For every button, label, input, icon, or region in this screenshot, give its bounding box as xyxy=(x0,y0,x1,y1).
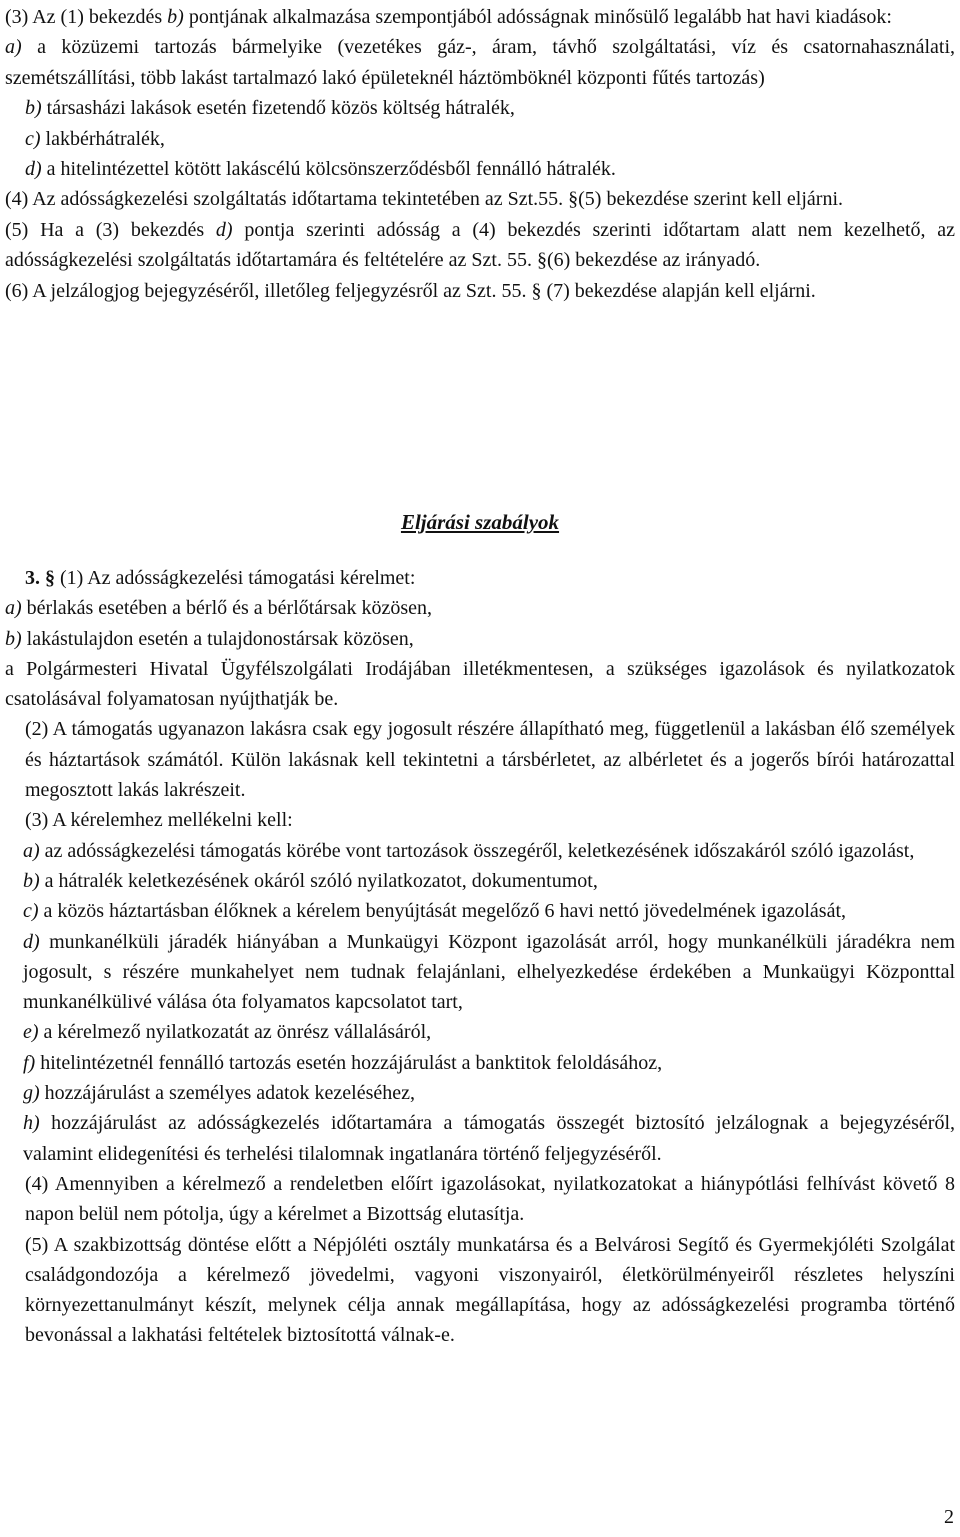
paragraph-3-text-cont: pontjának alkalmazása szempontjából adósságnak minősülő legalább hat havi kiadások: xyxy=(183,6,892,28)
paragraph-5-text-cont: pontja szerinti adósság a (4) bekezdés szerinti időtartam alatt nem kezelhető, az adósságkezelési szolgáltatás időtartamára és feltételére az Szt. 55. §(6) bekezdése az irányadó. xyxy=(5,218,956,272)
point-c-text: lakbérhátralék, xyxy=(40,127,165,150)
paragraph-3-3: (3) A kérelemhez mellékelni kell: xyxy=(25,809,293,832)
point-letter: b) xyxy=(25,97,42,120)
paragraph-5 xyxy=(5,215,955,276)
paragraph-3-1-text: (1) Az adósságkezelési támogatási kérelmet: xyxy=(55,567,416,589)
section-heading: Eljárási szabályok xyxy=(400,510,560,534)
point-letter: a) xyxy=(23,839,40,862)
point-b-text: lakástulajdon esetén a tulajdonostársak közösen, xyxy=(21,627,414,650)
point-a xyxy=(5,593,955,623)
paragraph-6: (6) A jelzálogjog bejegyzéséről, illetőleg feljegyzésről az Szt. 55. § (7) bekezdése alapján kell eljárni. xyxy=(5,279,816,302)
attachment-f-text: hitelintézetnél fennálló tartozás esetén hozzájárulást a banktitok feloldásához, xyxy=(35,1051,663,1074)
section-procedural-rules xyxy=(5,563,955,1351)
paragraph-3-4: (4) Amennyiben a kérelmező a rendeletben előírt igazolásokat, nyilatkozatokat a hiánypótlási felhívást követő 8 napon belül nem pótolja, úgy a kérelmet a Bizottság elutasítja. xyxy=(25,1172,955,1226)
attachment-e xyxy=(5,1017,955,1047)
point-letter: d) xyxy=(25,158,42,181)
attachment-h xyxy=(5,1108,955,1169)
point-b xyxy=(5,93,955,123)
attachment-g-text: hozzájárulást a személyes adatok kezeléséhez, xyxy=(39,1082,416,1105)
point-d-text: a hitelintézettel kötött lakáscélú kölcsönszerződésből fennálló hátralék. xyxy=(41,158,616,181)
attachment-c-text: a közös háztartásban élőknek a kérelem benyújtását megelőző 6 havi nettó jövedelmének igazolását, xyxy=(38,900,847,923)
point-letter: b) xyxy=(5,627,22,650)
attachment-d xyxy=(5,927,955,1018)
attachment-g xyxy=(5,1078,955,1108)
paragraph-3-5: (5) A szakbizottság döntése előtt a Népjóléti osztály munkatársa és a Belvárosi Segítő és Gyermekjóléti Szolgálat családgondozója a kérelmező jövedelmi, vagyoni viszonyairól, életkörülményeiről részletes helyszíni környezettanulmányt készít, melynek célja annak megállapítása, hogy az adósságkezelési programba történő bevonással a lakhatási feltételek biztosítottá válnak-e. xyxy=(25,1233,955,1347)
paragraph-3-1 xyxy=(5,563,955,593)
point-letter: a) xyxy=(5,36,22,59)
point-b-text: társasházi lakások esetén fizetendő közös költség hátralék, xyxy=(41,97,515,120)
attachment-b-text: a hátralék keletkezésének okáról szóló nyilatkozatot, dokumentumot, xyxy=(39,869,598,892)
point-a-text: a közüzemi tartozás bármelyike (vezetékes gáz-, áram, távhő szolgáltatási, víz és csatornahasználati, szemétszállítási, több lakást tartalmazó lakó épületeknél háztömböknél központi fűtés tartozás) xyxy=(5,36,955,89)
paragraph-4: (4) Az adósságkezelési szolgáltatás időtartama tekintetében az Szt.55. §(5) bekezdése szerint kell eljárni. xyxy=(5,188,843,211)
page-number: 2 xyxy=(944,1506,954,1528)
point-letter: e) xyxy=(23,1021,39,1044)
attachment-a-text: az adósságkezelési támogatás körébe vont tartozások összegéről, keletkezésének időszakáról szóló igazolást, xyxy=(39,839,915,862)
point-letter: b) xyxy=(23,869,40,892)
section-number: 3. § xyxy=(25,567,55,589)
point-a-text: bérlakás esetében a bérlő és a bérlőtársak közösen, xyxy=(21,597,433,620)
point-c xyxy=(5,124,955,154)
point-letter: g) xyxy=(23,1082,40,1105)
point-letter: f) xyxy=(23,1051,36,1074)
attachment-b xyxy=(5,866,955,896)
submission-text: a Polgármesteri Hivatal Ügyfélszolgálati Irodájában illetékmentesen, a szükséges igazolások és nyilatkozatok csatolásával folyamatosan nyújthatják be. xyxy=(5,657,955,711)
point-letter: b) xyxy=(167,6,184,28)
attachment-a xyxy=(5,836,955,866)
point-letter: h) xyxy=(23,1112,40,1135)
point-d xyxy=(5,154,955,184)
point-a xyxy=(5,32,955,93)
point-letter: a) xyxy=(5,597,22,620)
attachment-f xyxy=(5,1048,955,1078)
point-b xyxy=(5,624,955,654)
paragraph-5-text: (5) Ha a (3) bekezdés xyxy=(5,218,205,241)
attachment-e-text: a kérelmező nyilatkozatát az önrész vállalásáról, xyxy=(38,1021,432,1044)
point-letter: c) xyxy=(25,127,41,150)
point-letter: d) xyxy=(215,218,233,241)
paragraph-3 xyxy=(5,2,955,32)
point-letter: d) xyxy=(23,930,40,953)
paragraph-3-2: (2) A támogatás ugyanazon lakásra csak egy jogosult részére állapítható meg, függetlenül a lakásban élő személyek és háztartások számától. Külön lakásnak kell tekintetni a társbérletet, az albérletet és a jogerős bírói határozattal megosztott lakás lakrészeit. xyxy=(25,718,955,802)
attachment-c xyxy=(5,896,955,926)
paragraph-3-text: (3) Az (1) bekezdés xyxy=(5,6,163,28)
point-letter: c) xyxy=(23,900,39,923)
attachment-d-text: munkanélküli járadék hiányában a Munkaügyi Központ igazolását arról, hogy munkanélküli járadékra nem jogosult, s részére munkahelyet nem tudnak felajánlani, elhelyezkedése érdekében a Munkaügyi Központtal munkanélkülivé válása óta folyamatos kapcsolatot tart, xyxy=(23,930,955,1014)
attachment-h-text: hozzájárulást az adósságkezelés időtartamára a támogatás összegét biztosító jelzálognak a bejegyzéséről, valamint elidegenítési és terhelési tilalomnak ingatlanára történő feljegyzéséről. xyxy=(23,1112,955,1165)
section-debt-definitions xyxy=(5,2,955,306)
